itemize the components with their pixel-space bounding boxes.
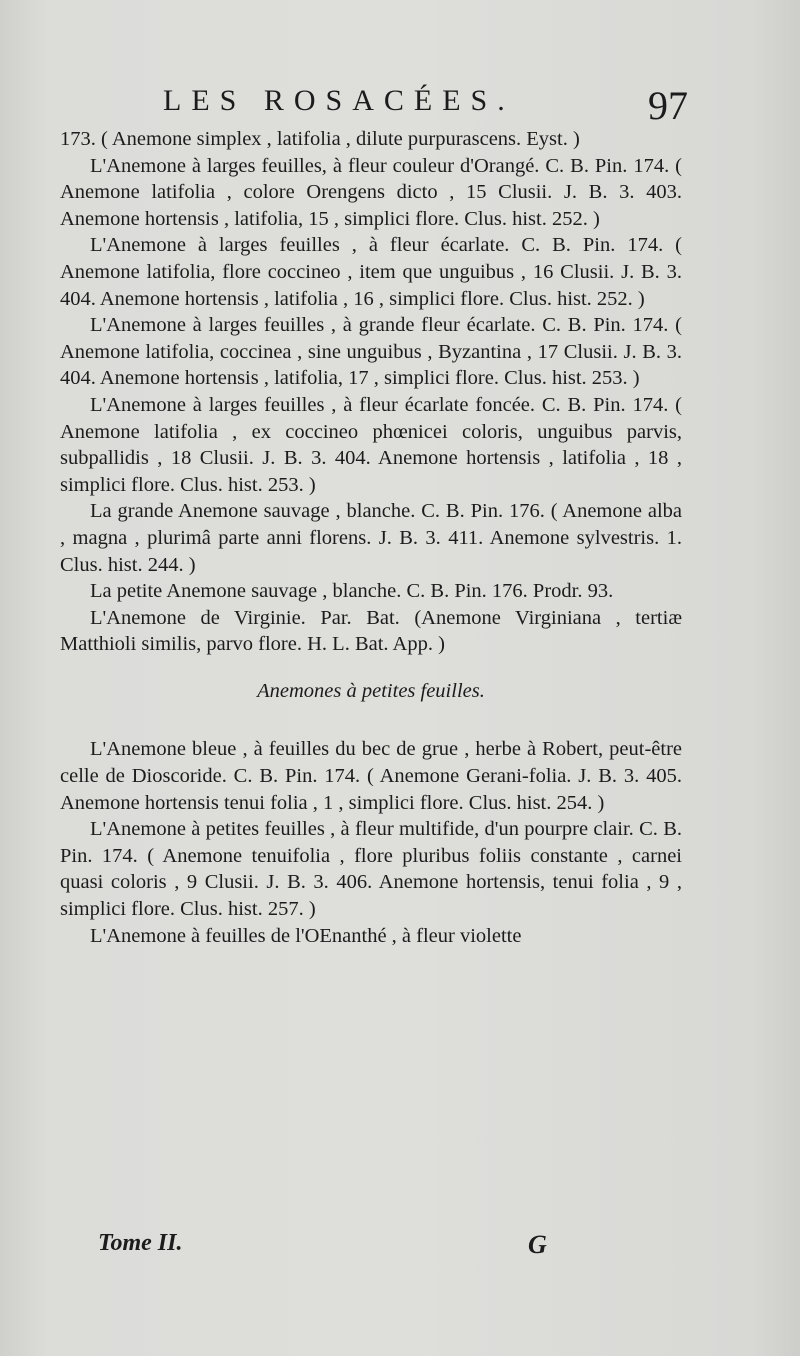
paragraph: L'Anemone bleue , à feuilles du bec de grue , herbe à Robert, peut-être celle de Dioscoride. C. B. Pin. 174. ( Anemone Gerani-folia. J. B. 3. 405. Anemone hortensis tenui folia , 1 , simplici flore. Clus. hist. 254. ) <box>60 738 682 814</box>
paragraph: L'Anemone à petites feuilles , à fleur multifide, d'un pourpre clair. C. B. Pin. 174. ( Anemone tenuifolia , flore pluribus foliis constante , carnei quasi coloris , 9 Clusii. J. B. 3. 406. Anemone hortensis, tenui folia , 9 , simplici flore. Clus. hist. 257. ) <box>60 818 682 921</box>
paragraph: L'Anemone à larges feuilles, à fleur couleur d'Orangé. C. B. Pin. 174. ( Anemone latifolia , colore Orengens dicto , 15 Clusii. J. B. 3. 403. Anemone hortensis , latifolia, 15 , simplici flore. Clus. hist. 252. ) <box>60 154 682 230</box>
paragraph: 173. ( Anemone simplex , latifolia , dilute purpurascens. Eyst. ) <box>60 128 580 150</box>
paragraph: L'Anemone à feuilles de l'OEnanthé , à fleur violette <box>90 924 522 947</box>
running-head: LES ROSACÉES. <box>163 84 515 117</box>
paragraph: L'Anemone à larges feuilles , à fleur écarlate. C. B. Pin. 174. ( Anemone latifolia, flore coccineo , item que unguibus , 16 Clusii. J. B. 3. 404. Anemone hortensis , latifolia , 16 , simplici flore. Clus. hist. 252. ) <box>60 234 682 310</box>
page-body <box>60 126 682 949</box>
paragraph: La grande Anemone sauvage , blanche. C. B. Pin. 176. ( Anemone alba , magna , plurimâ parte anni florens. J. B. 3. 411. Anemone sylvestris. 1. Clus. hist. 244. ) <box>60 500 682 576</box>
volume-label: Tome II. <box>98 1230 183 1256</box>
page-footer <box>98 1230 618 1270</box>
paragraph: L'Anemone à larges feuilles , à grande fleur écarlate. C. B. Pin. 174. ( Anemone latifolia, coccinea , sine unguibus , Byzantina , 17 Clusii. J. B. 3. 404. Anemone hortensis , latifolia, 17 , simplici flore. Clus. hist. 253. ) <box>60 314 682 390</box>
page-header <box>60 80 750 126</box>
paragraph: L'Anemone à larges feuilles , à fleur écarlate foncée. C. B. Pin. 174. ( Anemone latifolia , ex coccineo phœnicei coloris, unguibus parvis, subpallidis , 18 Clusii. J. B. 3. 404. Anemone hortensis , latifolia , 18 , simplici flore. Clus. hist. 253. ) <box>60 393 682 496</box>
signature-mark: G <box>528 1230 547 1259</box>
section-title: Anemones à petites feuilles. <box>257 679 485 702</box>
page-number: 97 <box>648 83 688 128</box>
paragraph: La petite Anemone sauvage , blanche. C. B. Pin. 176. Prodr. 93. <box>90 580 614 603</box>
paragraph: L'Anemone de Virginie. Par. Bat. (Anemone Virginiana , tertiæ Matthioli similis, parvo flore. H. L. Bat. App. ) <box>60 606 682 656</box>
